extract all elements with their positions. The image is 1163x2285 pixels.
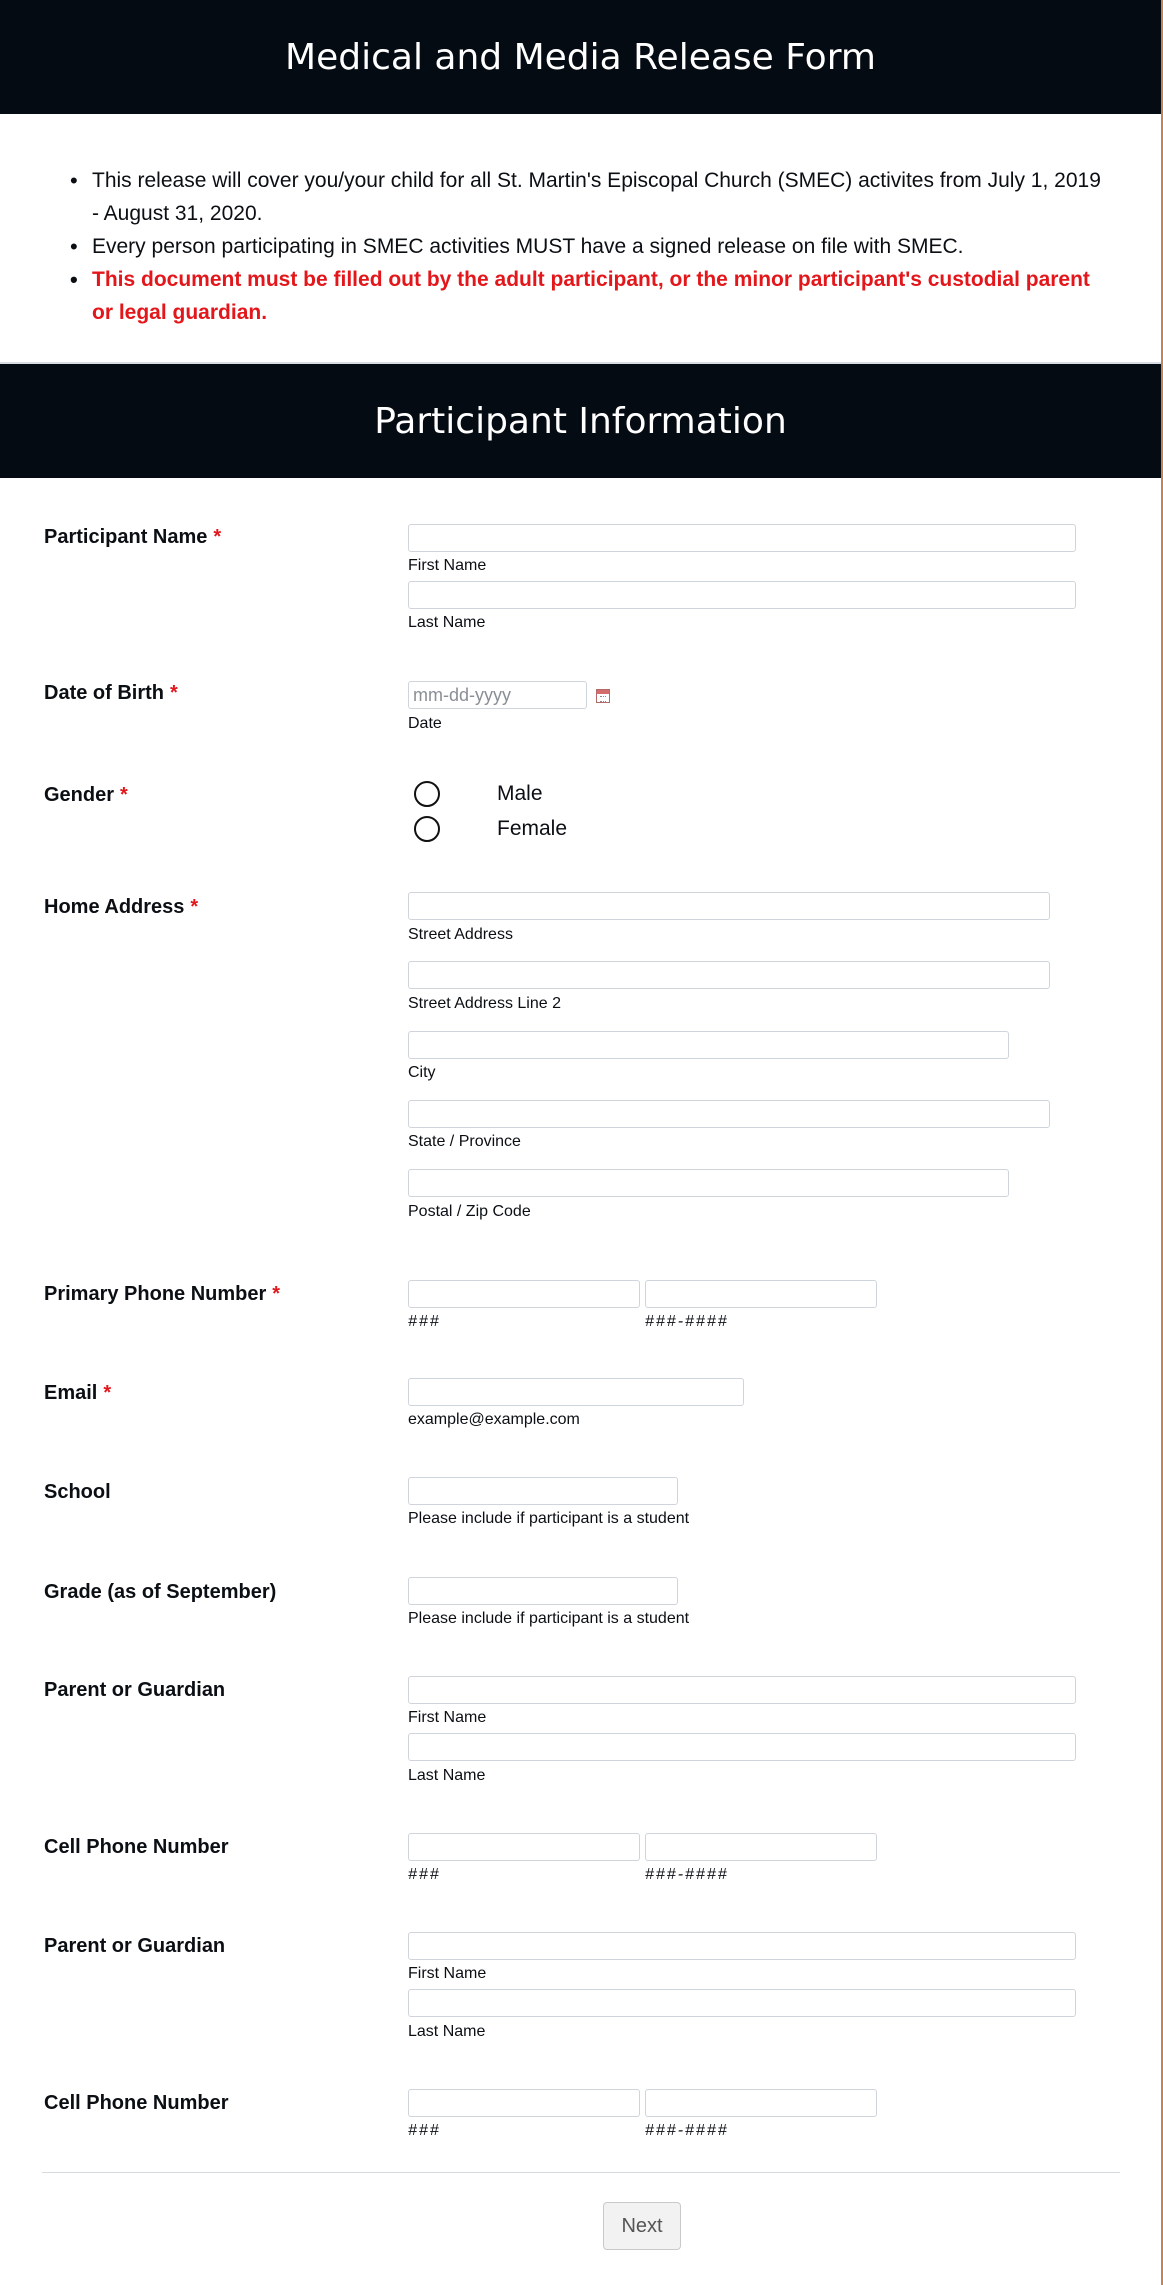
guardian1-last-name-input[interactable] bbox=[408, 1733, 1076, 1761]
primary-phone-label bbox=[44, 1283, 280, 1306]
school-input[interactable] bbox=[408, 1477, 678, 1505]
primary-phone-number-input[interactable] bbox=[645, 1280, 877, 1308]
guardian2-last-name-input[interactable] bbox=[408, 1989, 1076, 2017]
email-label bbox=[44, 1382, 111, 1405]
gender-male-label[interactable]: Male bbox=[497, 782, 543, 805]
primary-phone-area-input[interactable] bbox=[408, 1280, 640, 1308]
next-button[interactable]: Next bbox=[603, 2202, 681, 2250]
area-code-sublabel: ### bbox=[408, 1866, 441, 1883]
required-mark: * bbox=[272, 1283, 281, 1305]
gender-female-label[interactable]: Female bbox=[497, 817, 568, 840]
area-code-sublabel: ### bbox=[408, 1313, 441, 1330]
date-sublabel: Date bbox=[408, 715, 442, 732]
phone-number-sublabel: ###-#### bbox=[645, 1313, 729, 1330]
gender-female-radio[interactable] bbox=[414, 816, 440, 842]
school-sublabel: Please include if participant is a student bbox=[408, 1510, 690, 1527]
label-text: Date of Birth bbox=[44, 682, 164, 704]
dob-label bbox=[44, 682, 178, 705]
label-text: Participant Name bbox=[44, 526, 208, 548]
required-mark: * bbox=[170, 682, 178, 704]
email-sublabel: example@example.com bbox=[408, 1411, 580, 1428]
intro-panel bbox=[0, 114, 1161, 364]
zip-input[interactable] bbox=[408, 1169, 1009, 1197]
cell2-area-input[interactable] bbox=[408, 2089, 640, 2117]
guardian2-label: Parent or Guardian bbox=[44, 1935, 226, 1957]
intro-item: • Every person participating in SMEC activities MUST have a signed release on file with SMEC. bbox=[64, 230, 1104, 263]
section-title: Participant Information bbox=[0, 364, 1161, 478]
required-mark: * bbox=[190, 896, 199, 918]
gender-label bbox=[44, 784, 128, 807]
guardian1-label: Parent or Guardian bbox=[44, 1679, 226, 1701]
street-address-input[interactable] bbox=[408, 892, 1050, 920]
grade-label: Grade (as of September) bbox=[44, 1581, 277, 1603]
dob-input[interactable] bbox=[408, 681, 587, 709]
street-address-line2-sublabel: Street Address Line 2 bbox=[408, 995, 561, 1012]
cell1-area-input[interactable] bbox=[408, 1833, 640, 1861]
last-name-sublabel: Last Name bbox=[408, 1767, 486, 1784]
form-divider bbox=[42, 2172, 1120, 2173]
calendar-icon[interactable] bbox=[596, 689, 610, 703]
last-name-sublabel: Last Name bbox=[408, 614, 486, 631]
form-title: Medical and Media Release Form bbox=[0, 0, 1161, 114]
phone-number-sublabel: ###-#### bbox=[645, 1866, 729, 1883]
cell1-number-input[interactable] bbox=[645, 1833, 877, 1861]
last-name-sublabel: Last Name bbox=[408, 2023, 486, 2040]
city-input[interactable] bbox=[408, 1031, 1009, 1059]
cell2-label: Cell Phone Number bbox=[44, 2092, 229, 2114]
school-label: School bbox=[44, 1481, 111, 1503]
zip-sublabel: Postal / Zip Code bbox=[408, 1203, 531, 1220]
grade-sublabel: Please include if participant is a student bbox=[408, 1610, 690, 1627]
required-mark: * bbox=[103, 1382, 112, 1404]
guardian1-first-name-input[interactable] bbox=[408, 1676, 1076, 1704]
participant-name-label bbox=[44, 526, 221, 549]
street-address-sublabel: Street Address bbox=[408, 926, 513, 943]
first-name-sublabel: First Name bbox=[408, 557, 487, 574]
required-mark: * bbox=[213, 526, 222, 548]
intro-warning: • This document must be filled out by the adult participant, or the minor participant's custodial parent or legal guardian. bbox=[64, 263, 1104, 329]
grade-input[interactable] bbox=[408, 1577, 678, 1605]
cell2-number-input[interactable] bbox=[645, 2089, 877, 2117]
home-address-label bbox=[44, 896, 198, 919]
cell1-label: Cell Phone Number bbox=[44, 1836, 229, 1858]
label-text: Primary Phone Number bbox=[44, 1283, 267, 1305]
area-code-sublabel: ### bbox=[408, 2122, 441, 2139]
state-input[interactable] bbox=[408, 1100, 1050, 1128]
first-name-sublabel: First Name bbox=[408, 1709, 487, 1726]
label-text: Home Address bbox=[44, 896, 185, 918]
street-address-line2-input[interactable] bbox=[408, 961, 1050, 989]
participant-first-name-input[interactable] bbox=[408, 524, 1076, 552]
state-sublabel: State / Province bbox=[408, 1133, 521, 1150]
first-name-sublabel: First Name bbox=[408, 1965, 487, 1982]
gender-male-radio[interactable] bbox=[414, 781, 440, 807]
email-input[interactable] bbox=[408, 1378, 744, 1406]
required-mark: * bbox=[120, 784, 128, 806]
label-text: Gender bbox=[44, 784, 115, 806]
city-sublabel: City bbox=[408, 1064, 436, 1081]
intro-item: • This release will cover you/your child for all St. Martin's Episcopal Church (SMEC) activites from July 1, 2019 - August 31, 2020. bbox=[64, 164, 1104, 230]
label-text: Email bbox=[44, 1382, 98, 1404]
intro-list bbox=[64, 164, 1104, 329]
guardian2-first-name-input[interactable] bbox=[408, 1932, 1076, 1960]
participant-last-name-input[interactable] bbox=[408, 581, 1076, 609]
phone-number-sublabel: ###-#### bbox=[645, 2122, 729, 2139]
